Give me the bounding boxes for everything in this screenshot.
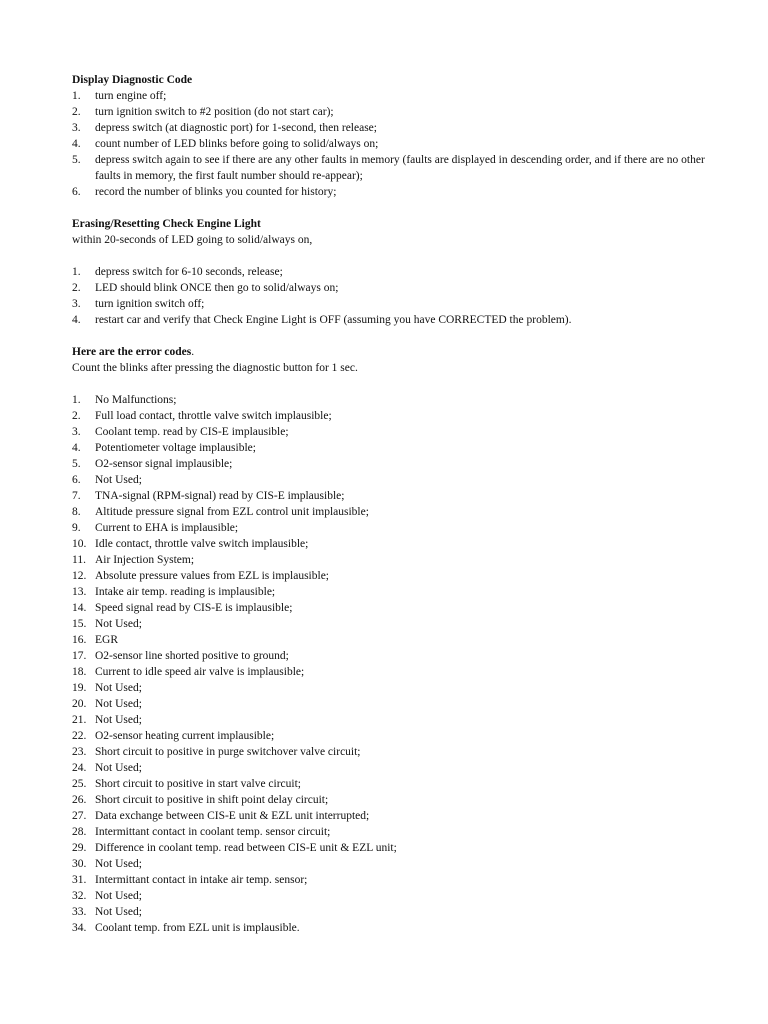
list-item-text: Not Used; <box>95 474 142 486</box>
list-item-number: 29. <box>72 842 87 854</box>
list-item-number: 17. <box>72 650 87 662</box>
list-item-number: 20. <box>72 698 87 710</box>
list-item-text: LED should blink ONCE then go to solid/always on; <box>95 282 339 294</box>
list-item-text: Coolant temp. from EZL unit is implausible. <box>95 922 300 934</box>
list-item-text: EGR <box>95 634 118 646</box>
list-item-number: 15. <box>72 618 87 630</box>
list-item-number: 1. <box>72 394 81 406</box>
list-item-number: 6. <box>72 474 81 486</box>
error-code-item <box>72 808 712 824</box>
display-diagnostic-steps <box>72 88 712 200</box>
error-code-item <box>72 712 712 728</box>
list-item-number: 26. <box>72 794 87 806</box>
list-item-text: TNA-signal (RPM-signal) read by CIS-E implausible; <box>95 490 345 502</box>
list-item-number: 33. <box>72 906 87 918</box>
error-code-item <box>72 440 712 456</box>
erasing-step <box>72 296 712 312</box>
list-item-text: Not Used; <box>95 698 142 710</box>
list-item-number: 7. <box>72 490 81 502</box>
list-item-number: 4. <box>72 314 81 326</box>
list-item-text: Short circuit to positive in purge switchover valve circuit; <box>95 746 361 758</box>
list-item-text: No Malfunctions; <box>95 394 177 406</box>
diagnostic-step <box>72 152 712 184</box>
error-code-item <box>72 792 712 808</box>
error-code-list <box>72 392 712 936</box>
diagnostic-step <box>72 120 712 136</box>
list-item-text: turn engine off; <box>95 90 167 102</box>
list-item-number: 16. <box>72 634 87 646</box>
list-item-text: record the number of blinks you counted for history; <box>95 186 337 198</box>
list-item-text: Idle contact, throttle valve switch implausible; <box>95 538 309 550</box>
list-item-text: Not Used; <box>95 906 142 918</box>
section-heading-error-codes <box>72 344 712 360</box>
diagnostic-step <box>72 104 712 120</box>
list-item-text: Not Used; <box>95 618 142 630</box>
list-item-number: 19. <box>72 682 87 694</box>
list-item-text: depress switch (at diagnostic port) for 1-second, then release; <box>95 122 377 134</box>
list-item-text: Not Used; <box>95 890 142 902</box>
list-item-number: 30. <box>72 858 87 870</box>
list-item-number: 24. <box>72 762 87 774</box>
spacer <box>72 328 712 344</box>
error-code-item <box>72 600 712 616</box>
list-item-text: O2-sensor heating current implausible; <box>95 730 275 742</box>
error-code-item <box>72 472 712 488</box>
list-item-number: 28. <box>72 826 87 838</box>
diagnostic-step <box>72 184 712 200</box>
list-item-text: Not Used; <box>95 858 142 870</box>
list-item-number: 13. <box>72 586 87 598</box>
error-code-item <box>72 536 712 552</box>
list-item-number: 27. <box>72 810 87 822</box>
error-code-item <box>72 872 712 888</box>
error-code-item <box>72 392 712 408</box>
list-item-number: 5. <box>72 458 81 470</box>
list-item-number: 8. <box>72 506 81 518</box>
list-item-number: 1. <box>72 266 81 278</box>
spacer <box>72 248 712 264</box>
error-code-item <box>72 920 712 936</box>
list-item-text: Air Injection System; <box>95 554 195 566</box>
error-code-item <box>72 760 712 776</box>
list-item-number: 22. <box>72 730 87 742</box>
error-code-item <box>72 424 712 440</box>
list-item-number: 5. <box>72 154 81 166</box>
section-heading-display-diagnostic-code: Display Diagnostic Code <box>72 74 193 86</box>
error-code-item <box>72 504 712 520</box>
error-codes-title: Here are the error codes <box>72 346 192 358</box>
list-item-text: Not Used; <box>95 714 142 726</box>
list-item-number: 2. <box>72 282 81 294</box>
list-item-number: 23. <box>72 746 87 758</box>
list-item-text: Altitude pressure signal from EZL control unit implausible; <box>95 506 369 518</box>
list-item-text: Not Used; <box>95 682 142 694</box>
error-code-item <box>72 648 712 664</box>
error-code-item <box>72 728 712 744</box>
list-item-number: 9. <box>72 522 81 534</box>
list-item-number: 18. <box>72 666 87 678</box>
spacer <box>72 200 712 216</box>
list-item-number: 6. <box>72 186 81 198</box>
section-intro-erasing: within 20-seconds of LED going to solid/always on, <box>72 234 313 246</box>
list-item-text: turn ignition switch off; <box>95 298 205 310</box>
document-page <box>72 72 712 936</box>
diagnostic-step <box>72 136 712 152</box>
list-item-number: 3. <box>72 122 81 134</box>
list-item-text: Intake air temp. reading is implausible; <box>95 586 276 598</box>
list-item-text: Short circuit to positive in start valve circuit; <box>95 778 301 790</box>
error-code-item <box>72 664 712 680</box>
list-item-number: 31. <box>72 874 87 886</box>
list-item-number: 4. <box>72 138 81 150</box>
error-code-item <box>72 904 712 920</box>
list-item-number: 14. <box>72 602 87 614</box>
error-code-item <box>72 744 712 760</box>
error-code-item <box>72 696 712 712</box>
list-item-text: depress switch for 6-10 seconds, release; <box>95 266 283 278</box>
error-code-item <box>72 680 712 696</box>
list-item-number: 12. <box>72 570 87 582</box>
list-item-number: 2. <box>72 106 81 118</box>
list-item-text: Intermittant contact in coolant temp. sensor circuit; <box>95 826 331 838</box>
list-item-number: 3. <box>72 426 81 438</box>
error-code-item <box>72 616 712 632</box>
list-item-number: 3. <box>72 298 81 310</box>
list-item-number: 4. <box>72 442 81 454</box>
error-code-item <box>72 552 712 568</box>
error-code-item <box>72 488 712 504</box>
error-code-item <box>72 584 712 600</box>
error-code-item <box>72 824 712 840</box>
list-item-text: Speed signal read by CIS-E is implausible; <box>95 602 293 614</box>
list-item-text: Difference in coolant temp. read between CIS-E unit & EZL unit; <box>95 842 397 854</box>
list-item-number: 10. <box>72 538 87 550</box>
list-item-number: 21. <box>72 714 87 726</box>
list-item-text: turn ignition switch to #2 position (do not start car); <box>95 106 334 118</box>
list-item-number: 2. <box>72 410 81 422</box>
spacer <box>72 376 712 392</box>
list-item-text: O2-sensor line shorted positive to ground; <box>95 650 289 662</box>
list-item-text: depress switch again to see if there are any other faults in memory (faults are displayed in descending order, and if there are no other faults in memory, the first fault number should re-appear); <box>95 154 705 182</box>
error-code-item <box>72 776 712 792</box>
erasing-steps <box>72 264 712 328</box>
diagnostic-step <box>72 88 712 104</box>
list-item-text: Intermittant contact in intake air temp. sensor; <box>95 874 308 886</box>
error-code-item <box>72 520 712 536</box>
list-item-number: 34. <box>72 922 87 934</box>
error-code-item <box>72 840 712 856</box>
erasing-step <box>72 280 712 296</box>
error-code-item <box>72 568 712 584</box>
error-codes-title-suffix: . <box>191 346 195 358</box>
list-item-text: Absolute pressure values from EZL is implausible; <box>95 570 329 582</box>
list-item-text: Data exchange between CIS-E unit & EZL unit interrupted; <box>95 810 370 822</box>
list-item-text: O2-sensor signal implausible; <box>95 458 233 470</box>
list-item-text: Potentiometer voltage implausible; <box>95 442 256 454</box>
list-item-text: Full load contact, throttle valve switch implausible; <box>95 410 332 422</box>
list-item-number: 11. <box>72 554 86 566</box>
error-code-item <box>72 408 712 424</box>
list-item-text: Current to idle speed air valve is implausible; <box>95 666 305 678</box>
list-item-number: 32. <box>72 890 87 902</box>
erasing-step <box>72 264 712 280</box>
section-intro-error-codes: Count the blinks after pressing the diagnostic button for 1 sec. <box>72 362 358 374</box>
error-code-item <box>72 856 712 872</box>
error-code-item <box>72 888 712 904</box>
list-item-text: Coolant temp. read by CIS-E implausible; <box>95 426 289 438</box>
error-code-item <box>72 632 712 648</box>
list-item-text: restart car and verify that Check Engine Light is OFF (assuming you have CORRECTED the problem). <box>95 314 572 326</box>
section-heading-erasing-resetting: Erasing/Resetting Check Engine Light <box>72 218 261 230</box>
list-item-number: 25. <box>72 778 87 790</box>
list-item-text: Current to EHA is implausible; <box>95 522 239 534</box>
list-item-text: Short circuit to positive in shift point delay circuit; <box>95 794 329 806</box>
list-item-text: count number of LED blinks before going to solid/always on; <box>95 138 379 150</box>
list-item-text: Not Used; <box>95 762 142 774</box>
error-code-item <box>72 456 712 472</box>
erasing-step <box>72 312 712 328</box>
list-item-number: 1. <box>72 90 81 102</box>
